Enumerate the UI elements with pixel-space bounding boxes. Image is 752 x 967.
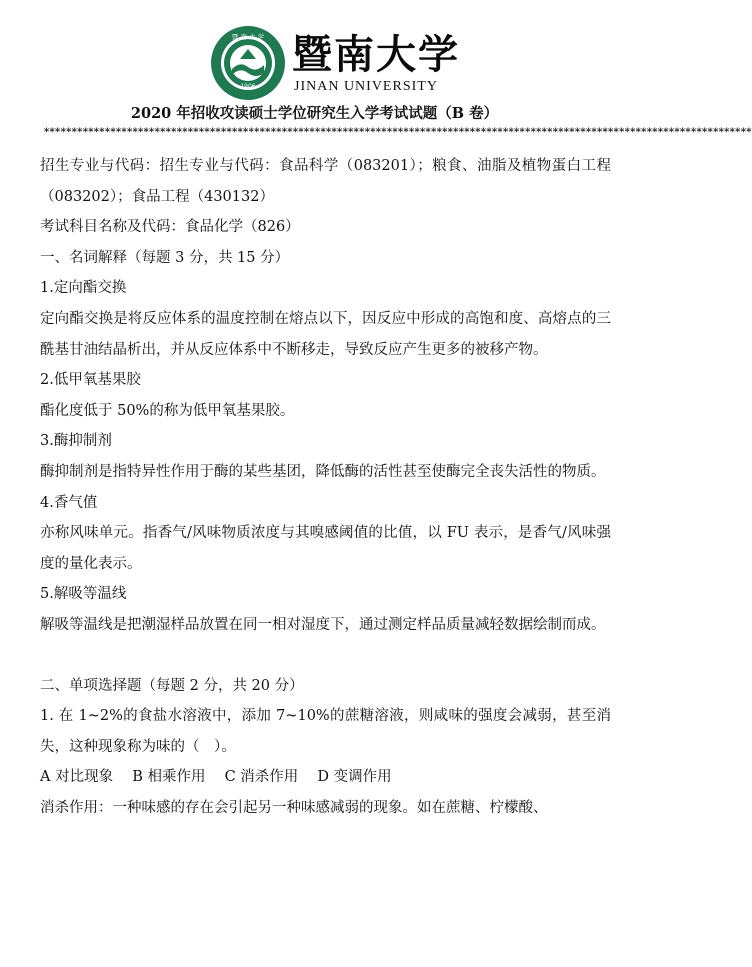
university-logo — [0, 25, 629, 101]
section-gap — [40, 641, 611, 671]
question-options: A 对比现象 B 相乘作用 C 消杀作用 D 变调作用 — [40, 769, 392, 786]
exam-title: 2020 年招收攻读硕士学位研究生入学考试试题（B 卷） — [130, 105, 499, 122]
question-explanation: 消杀作用：一种味感的存在会引起另一种味感减弱的现象。如在蔗糖、柠檬酸、 — [40, 799, 548, 816]
question-text: 1. 在 1~2%的食盐水溶液中，添加 7~10%的蔗糖溶液，则咸味的强度会减弱，甚至消失，这种现象称为味的（ ）。 — [40, 708, 611, 755]
term-definition: 解吸等温线是把潮湿样品放置在同一相对湿度下，通过测定样品质量减轻数据绘制而成。 — [40, 616, 606, 633]
university-seal-icon — [210, 25, 286, 101]
university-name-cn: 暨南大学 — [292, 31, 460, 78]
seal-text: 暨 南 大 学 — [231, 33, 265, 41]
term-heading: 2.低甲氧基果胶 — [40, 372, 141, 389]
term-heading: 5.解吸等温线 — [40, 586, 127, 603]
term-definition: 酶抑制剂是指特异性作用于酶的某些基团，降低酶的活性甚至使酶完全丧失活性的物质。 — [40, 463, 606, 480]
major-line: 招生专业与代码：招生专业与代码：食品科学（083201）；粮食、油脂及植物蛋白工程（083202）；食品工程（430132） — [40, 158, 611, 205]
section-title: 二、单项选择题（每题 2 分，共 20 分） — [40, 677, 304, 694]
term-heading: 1.定向酯交换 — [40, 280, 127, 297]
separator-line: ******************************************************************************************************************************** — [44, 127, 752, 138]
term-heading: 4.香气值 — [40, 494, 98, 511]
term-definition: 定向酯交换是将反应体系的温度控制在熔点以下，因反应中形成的高饱和度、高熔点的三酰基甘油结晶析出，并从反应体系中不断移走，导致反应产生更多的被移产物。 — [40, 310, 611, 358]
seal-year: 1906 — [240, 83, 256, 90]
section-title: 一、名词解释（每题 3 分，共 15 分） — [40, 249, 290, 266]
term-definition: 酯化度低于 50%的称为低甲氧基果胶。 — [40, 402, 295, 419]
subject-line: 考试科目名称及代码：食品化学（826） — [40, 219, 300, 236]
term-heading: 3.酶抑制剂 — [40, 433, 112, 450]
exam-body — [40, 151, 611, 823]
term-definition: 亦称风味单元。指香气/风味物质浓度与其嗅感阈值的比值，以 FU 表示，是香气/风味强度的量化表示。 — [40, 525, 611, 572]
university-name-en: JINAN UNIVERSITY — [294, 79, 438, 94]
